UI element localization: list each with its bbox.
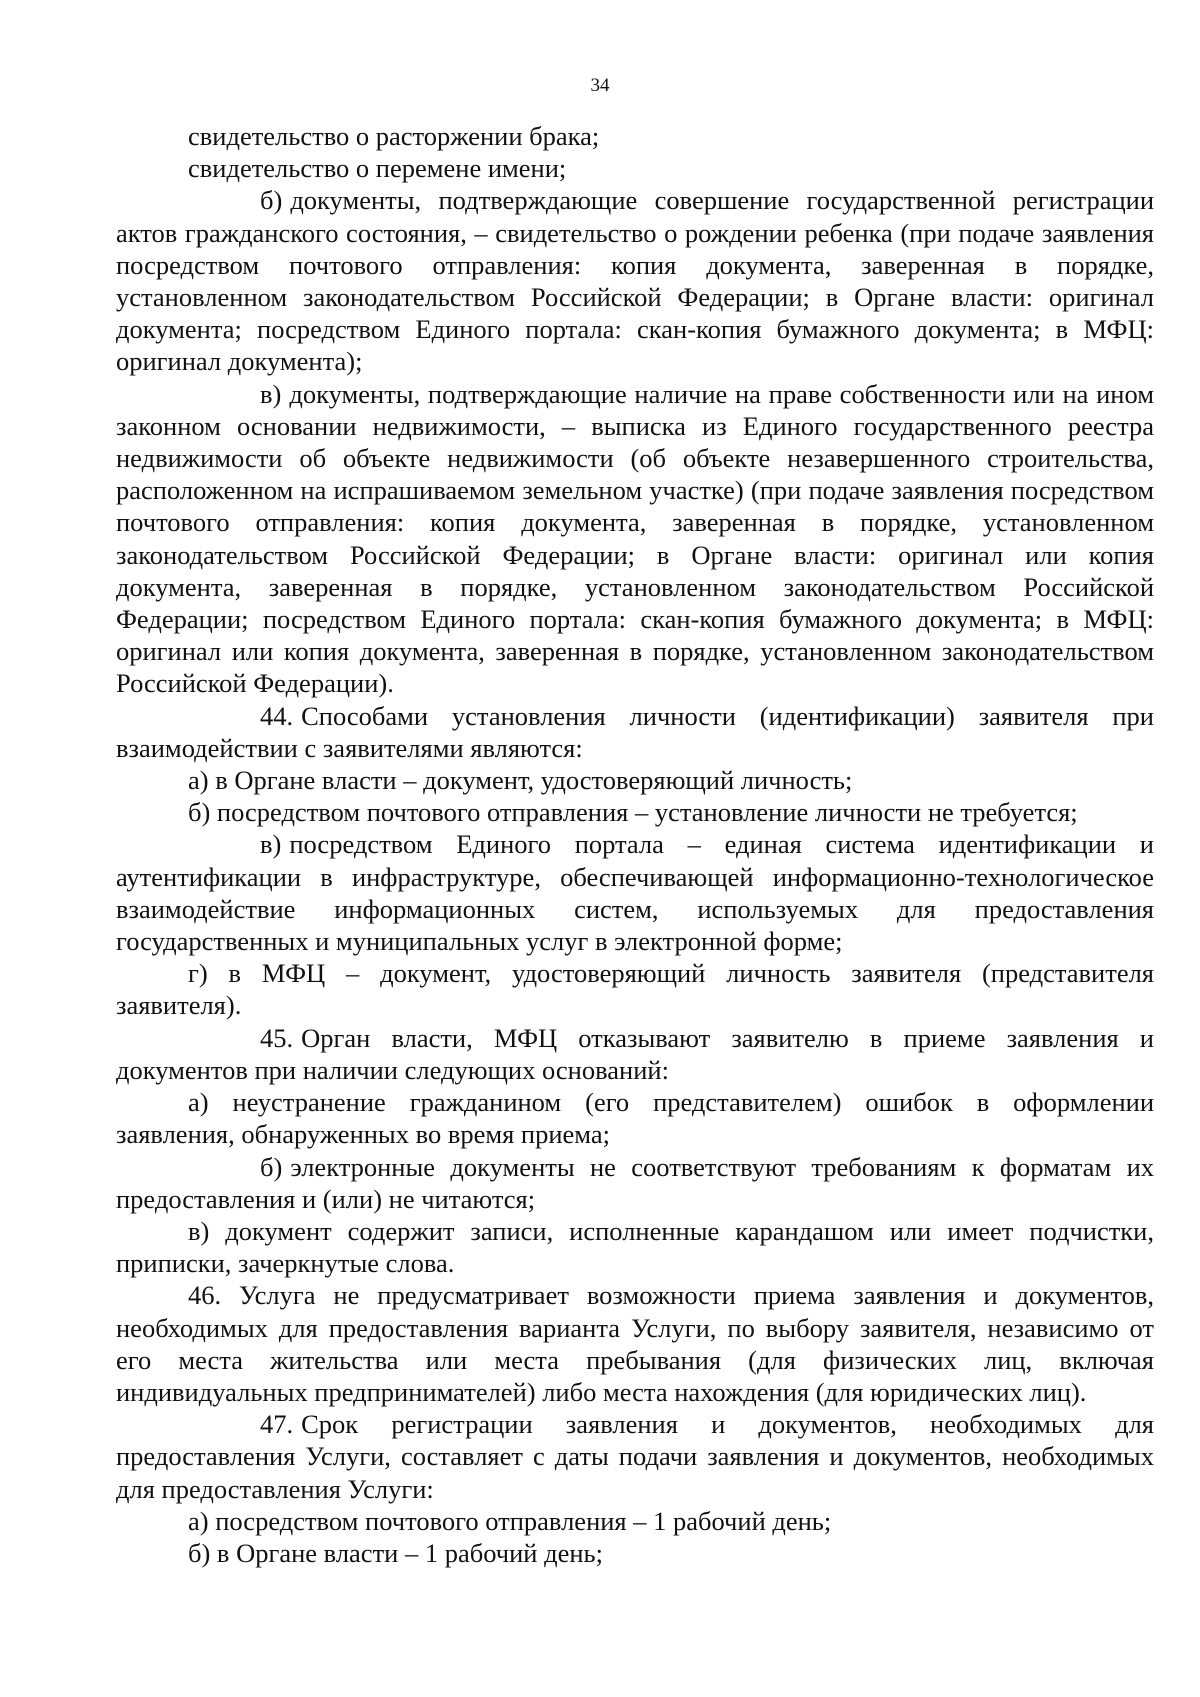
paragraph	[116, 957, 1154, 1021]
paragraph	[116, 1537, 1154, 1569]
paragraph-text: посредством Единого портала – единая система идентификации и аутентификации в инфраструктуре, обеспечивающей информационно-технологическое взаимодействие информационных систем, используемых для предоставления государственных и муниципальных услуг в электронной форме;	[116, 829, 1154, 957]
paragraph-text: свидетельство о расторжении брака;	[188, 121, 600, 151]
paragraph-number: 44.	[260, 700, 294, 731]
paragraph	[116, 152, 1154, 184]
paragraph	[116, 1408, 1154, 1505]
paragraph-number: б)	[260, 185, 283, 216]
paragraph	[116, 378, 1154, 700]
paragraph	[116, 700, 1154, 764]
paragraph	[116, 796, 1154, 828]
document-body	[116, 120, 1154, 1569]
paragraph-number: 45.	[260, 1022, 294, 1053]
paragraph-text: 46. Услуга не предусматривает возможности приема заявления и документов, необходимых для предоставления варианта Услуги, по выбору заявителя, независимо от его места жительства или места пребывания (для физических лиц, включая индивидуальных предпринимателей) либо места нахождения (для юридических лиц).	[116, 1280, 1154, 1407]
paragraph-text: электронные документы не соответствуют требованиям к форматам их предоставления и (или) не читаются;	[116, 1151, 1154, 1214]
paragraph-text: свидетельство о перемене имени;	[188, 153, 567, 184]
paragraph-text: а) неустранение гражданином (его представителем) ошибок в оформлении заявления, обнаруженных во время приема;	[116, 1087, 1154, 1150]
paragraph-number: в)	[260, 829, 282, 860]
paragraph-text: Орган власти, МФЦ отказывают заявителю в приеме заявления и документов при наличии следующих оснований:	[116, 1022, 1154, 1085]
paragraph	[116, 120, 1154, 152]
page-number: 34	[590, 75, 610, 96]
paragraph	[116, 1086, 1154, 1150]
paragraph-number: б)	[260, 1151, 283, 1182]
paragraph	[116, 1151, 1154, 1215]
paragraph-text: в) документ содержит записи, исполненные карандашом или имеет подчистки, приписки, зачеркнутые слова.	[116, 1215, 1154, 1279]
paragraph-text: б) посредством почтового отправления – установление личности не требуется;	[188, 797, 1078, 828]
paragraph-text: а) в Органе власти – документ, удостоверяющий личность;	[188, 765, 853, 796]
paragraph	[116, 1215, 1154, 1279]
paragraph	[116, 1505, 1154, 1537]
paragraph	[116, 184, 1154, 377]
paragraph-text: а) посредством почтового отправления – 1 рабочий день;	[188, 1505, 832, 1536]
paragraph-text: г) в МФЦ – документ, удостоверяющий личность заявителя (представителя заявителя).	[116, 958, 1154, 1021]
paragraph-text: б) в Органе власти – 1 рабочий день;	[188, 1537, 603, 1568]
paragraph-text: документы, подтверждающие совершение государственной регистрации актов гражданского состояния, – свидетельство о рождении ребенка (при подаче заявления посредством почтового отправления: копия документа, заверенная в порядке, установленном законодательством Российской Федерации; в Органе власти: оригинал документа; посредством Единого портала: скан-копия бумажного документа; в МФЦ: оригинал документа);	[116, 185, 1154, 377]
paragraph-text: Способами установления личности (идентификации) заявителя при взаимодействии с заявителями являются:	[116, 700, 1154, 763]
paragraph-text: Срок регистрации заявления и документов, необходимых для предоставления Услуги, составляет с даты подачи заявления и документов, необходимых для предоставления Услуги:	[116, 1409, 1154, 1504]
paragraph	[116, 1022, 1154, 1086]
paragraph	[116, 764, 1154, 796]
paragraph-number: в)	[260, 378, 282, 409]
paragraph	[116, 1279, 1154, 1408]
paragraph-number: 47.	[260, 1409, 294, 1440]
paragraph-text: документы, подтверждающие наличие на праве собственности или на ином законном основании недвижимости, – выписка из Единого государственного реестра недвижимости об объекте недвижимости (об объекте незавершенного строительства, расположенном на испрашиваемом земельном участке) (при подаче заявления посредством почтового отправления: копия документа, заверенная в порядке, установленном законодательством Российской Федерации; в Органе власти: оригинал или копия документа, заверенная в порядке, установленном законодательством Российской Федерации; посредством Единого портала: скан-копия бумажного документа; в МФЦ: оригинал или копия документа, заверенная в порядке, установленном законодательством Российской Федерации).	[116, 378, 1154, 699]
paragraph	[116, 828, 1154, 957]
